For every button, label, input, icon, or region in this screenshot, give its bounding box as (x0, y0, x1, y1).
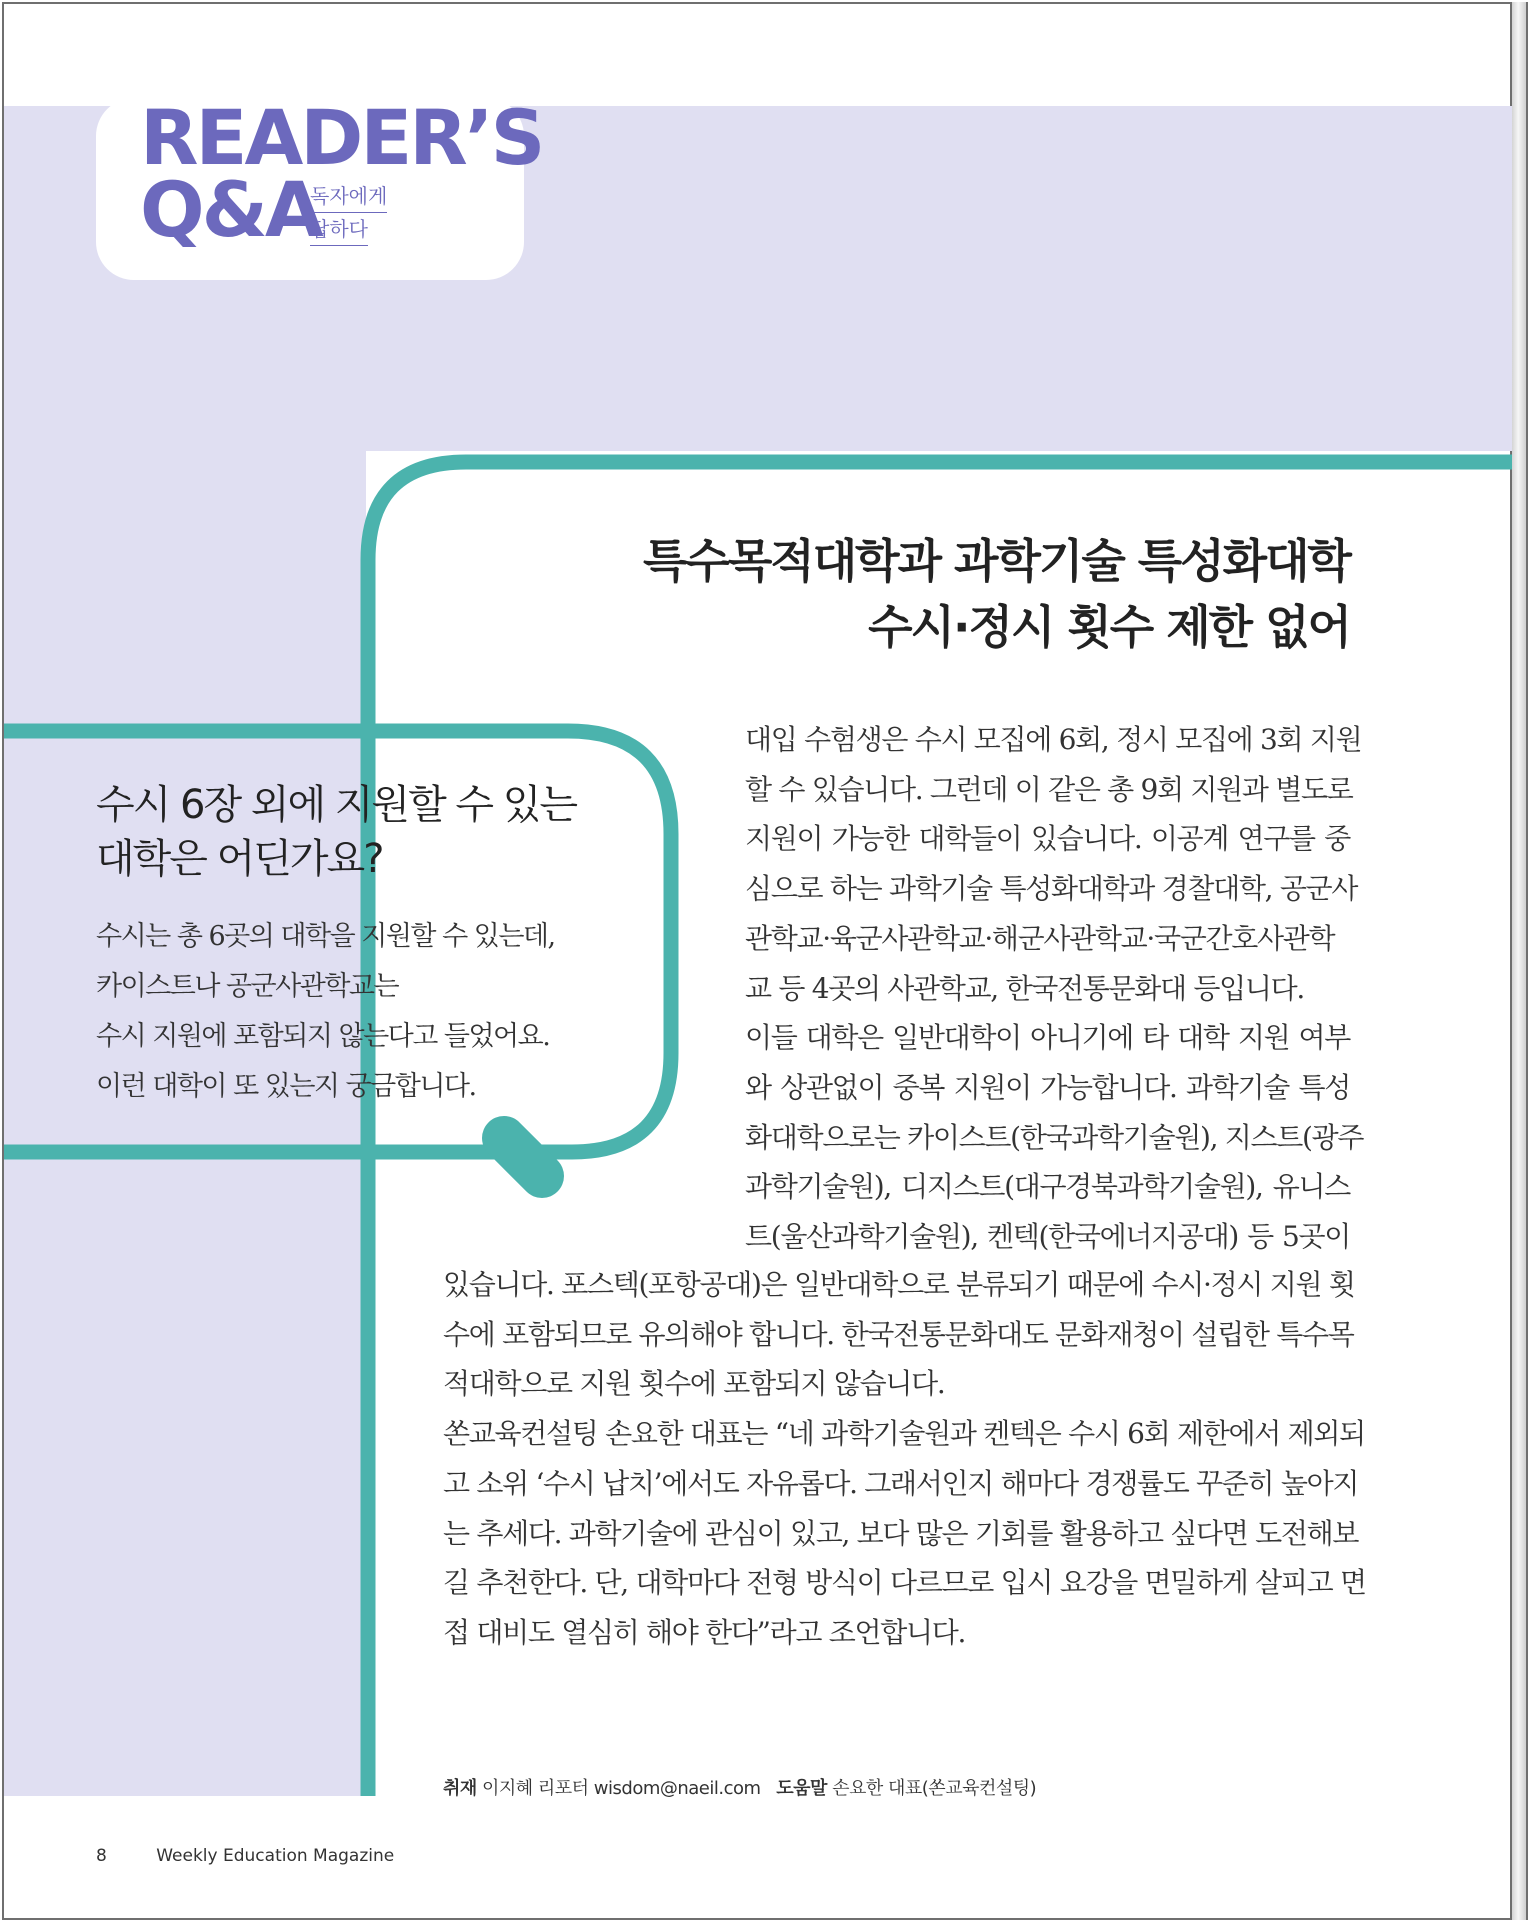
question-body (96, 912, 555, 1112)
section-subtitle-line2: 답하다 (310, 213, 368, 246)
question-line: 수시 지원에 포함되지 않는다고 들었어요. (96, 1021, 550, 1052)
question-line: 이런 대학이 또 있는지 궁금합니다. (96, 1071, 476, 1102)
headline-line2: 수시·정시 횟수 제한 없어 (868, 600, 1350, 654)
question-title-line1: 수시 6장 외에 지원할 수 있는 (96, 782, 577, 828)
answer-line: 쏜교육컨설팅 손요한 대표는 “네 과학기술원과 켄텍은 수시 6회 제한에서 제외되 (443, 1417, 1365, 1451)
answer-line: 지원이 가능한 대학들이 있습니다. 이공계 연구를 중 (745, 822, 1350, 856)
answer-line: 관학교·육군사관학교·해군사관학교·국군간호사관학 (745, 921, 1335, 955)
answer-line: 수에 포함되므로 유의해야 합니다. 한국전통문화대도 문화재청이 설립한 특수목 (443, 1317, 1354, 1351)
section-logo-line1: READER’S (140, 93, 543, 182)
answer-line: 교 등 4곳의 사관학교, 한국전통문화대 등입니다. (745, 971, 1304, 1005)
magazine-name: Weekly Education Magazine (156, 1846, 395, 1866)
question-title (96, 778, 576, 886)
credit-advisor: 손요한 대표(쏜교육컨설팅) (832, 1778, 1037, 1799)
answer-line: 화대학으로는 카이스트(한국과학기술원), 지스트(광주 (745, 1120, 1364, 1154)
answer-line: 심으로 하는 과학기술 특성화대학과 경찰대학, 공군사 (745, 872, 1358, 906)
answer-body-wide-column (443, 1260, 1366, 1658)
bubble-tail (504, 1138, 542, 1176)
answer-line: 있습니다. 포스텍(포항공대)은 일반대학으로 분류되기 때문에 수시·정시 지원 횟 (443, 1268, 1355, 1301)
credit-reporter-label: 취재 (443, 1778, 477, 1799)
answer-line: 과학기술원), 디지스트(대구경북과학기술원), 유니스 (745, 1170, 1350, 1204)
article-headline (643, 528, 1350, 660)
answer-line: 할 수 있습니다. 그런데 이 같은 총 9회 지원과 별도로 (745, 772, 1353, 806)
answer-body-right-column (745, 715, 1364, 1262)
answer-line: 길 추천한다. 단, 대학마다 전형 방식이 다르므로 입시 요강을 면밀하게 살피고 면 (443, 1566, 1366, 1600)
credit-advisor-label: 도움말 (776, 1778, 827, 1799)
page-footer (96, 1846, 394, 1866)
question-line: 카이스트나 공군사관학교는 (96, 971, 399, 1002)
answer-line: 트(울산과학기술원), 켄텍(한국에너지공대) 등 5곳이 (745, 1220, 1350, 1254)
answer-line: 고 소위 ‘수시 납치’에서도 자유롭다. 그래서인지 해마다 경쟁률도 꾸준히 높아지 (443, 1466, 1359, 1500)
answer-line: 접 대비도 열심히 해야 한다”라고 조언합니다. (443, 1615, 966, 1649)
answer-line: 대입 수험생은 수시 모집에 6회, 정시 모집에 3회 지원 (745, 723, 1362, 756)
section-logo-line2: Q&A (140, 165, 321, 254)
section-subtitle-line1: 독자에게 (310, 180, 387, 213)
question-title-line2: 대학은 어딘가요? (96, 836, 383, 882)
answer-line: 는 추세다. 과학기술에 관심이 있고, 보다 많은 기회를 활용하고 싶다면 도전해보 (443, 1516, 1359, 1550)
credit-reporter: 이지혜 리포터 wisdom@naeil.com (482, 1778, 761, 1799)
headline-line1: 특수목적대학과 과학기술 특성화대학 (642, 534, 1350, 588)
article-credit (443, 1774, 1036, 1800)
answer-line: 와 상관없이 중복 지원이 가능합니다. 과학기술 특성 (745, 1070, 1350, 1104)
answer-line: 적대학으로 지원 횟수에 포함되지 않습니다. (443, 1367, 945, 1401)
question-line: 수시는 총 6곳의 대학을 지원할 수 있는데, (96, 921, 555, 952)
answer-line: 이들 대학은 일반대학이 아니기에 타 대학 지원 여부 (745, 1021, 1350, 1055)
page-number: 8 (96, 1846, 107, 1866)
